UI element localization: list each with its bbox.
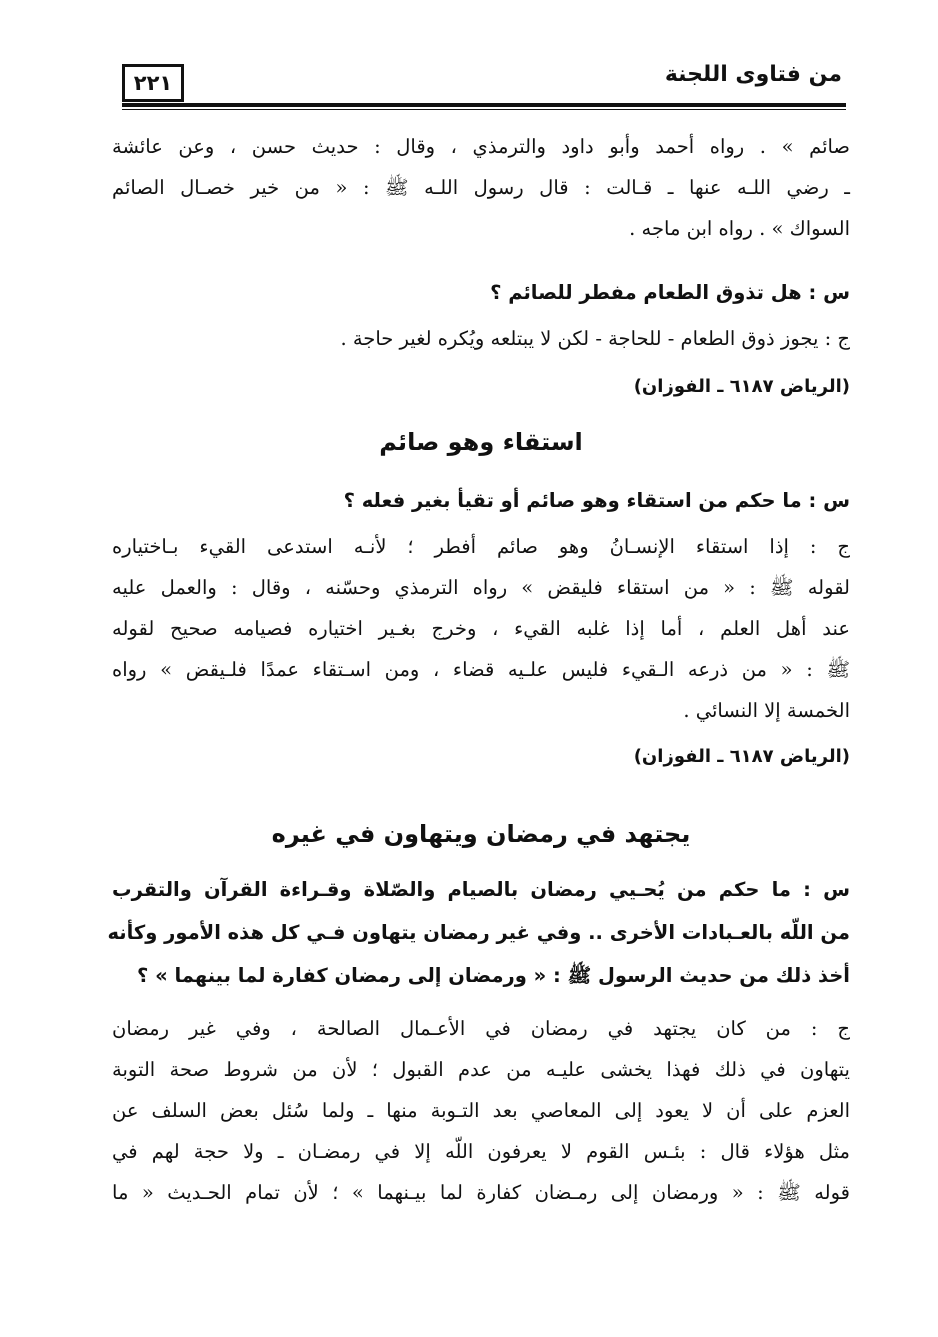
answer-3: [112, 1008, 850, 1213]
text-line: ﷺ : « من ذرعه الـقيء فليس علـيه قضاء ، ومن اسـتقاء عمدًا فلـيقض » رواه: [112, 658, 850, 681]
text-line: ج : إذا استقاء الإنسـانُ وهو صائم أفطر ؛ لأنـه استدعى القيء بـاختياره: [112, 535, 850, 558]
text-line: العزم على أن لا يعود إلى المعاصي بعد التـوبة منها ـ ولما سُئل بعض السلف عن: [112, 1099, 850, 1122]
section-heading-2: يجتهد في رمضان ويتهاون في غيره: [271, 820, 691, 848]
running-title: من فتاوى اللجنة: [664, 62, 842, 87]
text-line: صائم » . رواه أحمد وأبو داود والترمذي ، وقال : حديث حسن ، وعن عائشة: [112, 135, 850, 158]
header-rule: [122, 103, 846, 110]
question-1: [112, 272, 850, 313]
answer-text: ج : يجوز ذوق الطعام - للحاجة - لكن لا يبتلعه ويُكره لغير حاجة .: [340, 327, 850, 350]
source-reference-2: (الرياض ٦١٨٧ ـ الفوزان): [633, 746, 850, 767]
question-text: س : ما حكم من استقاء وهو صائم أو تقيأ بغير فعله ؟: [343, 489, 850, 512]
question-3: [107, 868, 850, 997]
text-line: عند أهل العلم ، أما إذا غلبه القيء ، وخرج بغـير اختياره فصيامه صحيح لقوله: [112, 617, 850, 640]
text-line: أخذ ذلك من حديث الرسول ﷺ : « ورمضان إلى رمضان كفارة لما بينهما » ؟: [136, 964, 850, 987]
text-line: ج : من كان يجتهد في رمضان في الأعـمال الصالحة ، وفي غير رمضان: [112, 1017, 850, 1040]
question-2: [112, 480, 850, 521]
text-line: الخمسة إلا النسائي .: [683, 699, 850, 722]
text-line: من اللّه بالعـبادات الأخرى .. وفي غير رمضان يتهاون فـي كل هذه الأمور وكأنه: [107, 921, 850, 944]
source-reference-1: (الرياض ٦١٨٧ ـ الفوزان): [633, 376, 850, 397]
answer-1: [112, 318, 850, 359]
answer-2: [112, 526, 850, 731]
page-number: ٢٢١: [122, 64, 184, 102]
section-heading-1: استقاء وهو صائم: [379, 428, 583, 456]
text-line: قوله ﷺ : « ورمضان إلى رمـضان كفارة لما بيـنهما » ؛ لأن تمام الحـديث « ما: [112, 1181, 850, 1204]
text-line: س : ما حكم من يُحـيي رمضان بالصيام والصّلاة وقـراءة القرآن والتقرب: [112, 878, 850, 901]
text-line: لقوله ﷺ : « من استقاء فليقض » رواه الترمذي وحسّنه ، وقال : والعمل عليه: [112, 576, 850, 599]
paragraph-hadith-continuation: [112, 126, 850, 249]
text-line: السواك » . رواه ابن ماجه .: [629, 217, 850, 240]
text-line: ـ رضي اللـه عنها ـ قـالت : قال رسول اللـه ﷺ : « من خير خصـال الصائم: [112, 176, 850, 199]
text-line: يتهاون في ذلك فهذا يخشى عليـه من عدم القبول ؛ لأن من شروط صحة التوبة: [112, 1058, 850, 1081]
question-text: س : هل تذوق الطعام مفطر للصائم ؟: [490, 281, 850, 304]
text-line: مثل هؤلاء قال : بئـس القوم لا يعرفون اللّه إلا في رمضـان ـ ولا حجة لهم في: [112, 1140, 850, 1163]
